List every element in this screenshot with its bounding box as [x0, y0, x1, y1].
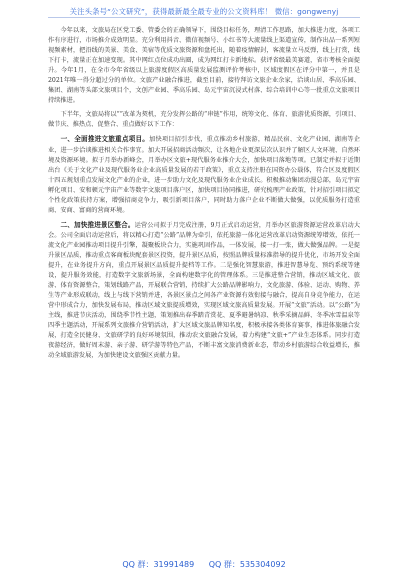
footer-qq-group-1: QQ 群：31991489	[122, 560, 195, 569]
section-heading-scenic: 二、加快推进景区整合。	[60, 220, 135, 229]
section-projects-text: 加快项目招引步伐，重点推动乡村旅游，精品民宿、文化产业园、湖南等企业，进一步洽谈推进相关合作事宜。加大开展招商活动频次，让各地企业更深层次认识并了解区人文环境、自然环境及资源环境。拟于月举办新峰会，月举办区文旅+现代服务业推介大会，加快项目落地等项。已制定并拟于近期出台《关于文化产业及现代服务业企业高质量发展的若干政策》，重点支持注册在国资办公载体，符合区及度假区十四五规划重点发展文化产业的企业，进一步助力文化及现代服务业企业成长。积极推动集团动漫总部，岛元宇宙孵化项目、安和顿元宇宙产业等数字文旅项目落户区，加快项目协同推进，研究梳理产业政策，针对招引项目拟定个性化政策扶持方案，增强招商竞争力，吸引新项目落户，同时助力落户企业不断做大做强，以优质服务打造重商、安商、富商的营商环境。	[48, 136, 360, 214]
section-projects	[48, 134, 360, 215]
paragraph-plan	[48, 110, 360, 130]
footer-qq-group-2: QQ 群：535304092	[208, 560, 286, 569]
header-divider	[48, 17, 360, 18]
section-scenic-text-cont: 开展“文旅”活动。以“公路”为主线，推进节庆活动，围绕季节性主题，策划推出春季踏青赏花、夏季避暑纳凉、秋季采摘品鲜、冬季冰雪温泉等四季主题活动，开展系列文旅推介营销活动，扩大区域文旅品牌知名度，积极承接各类体育赛事，推进体旅融合发展，打造全民健身、文旅研学的良好环境氛围，推动农文旅融合发展，着力构建“文旅+”产业生态体系。同步打造夜游经济，做好周末游、亲子游、研学游等特色产品，不断丰富文旅消费新业态，带动乡村旅游综合收益增长，推动全域旅游发展，为加快建设文旅强区贡献力量。	[48, 302, 360, 360]
paragraph-plan-text: 下半年，文旅局将以“”改革为契机，充分发挥公路的“串链”作用，统筹文化、体育、旅游优质资源，引项目、做节庆、推热点、促整合、重点做好以下工作：	[48, 111, 360, 129]
section-heading-projects: 一、全面推进文旅重点项目。	[60, 135, 150, 144]
section-scenic	[48, 220, 360, 362]
header-banner: 关注头条号“公文研究”，获得最新最全最专业的公文资料库！ 微信：gongwenyj	[69, 7, 339, 16]
footer-contact	[0, 559, 408, 570]
document-body	[48, 26, 360, 362]
paragraph-intro	[48, 26, 360, 106]
paragraph-intro-text: 今年以来，文旅局在区党工委、管委会的正确领导下，围绕目标任务，理清工作思路，加大推进力度，各项工作有序进行，市场推介成效明显。充分利用抖音、微信视频号、小红书等大流量线上渠道宣传，制作出品一系列短视频素材，把沿线的美景、美食、美宿等优质文旅资源和盘托出，随着疫情解封，客流量立马反弹，线上打赏，线下打卡，流量正在加速变现。其中网红点位成功出圈，成为网红打卡新地标。获评省级最美赛道，省市考核全面提升。今年1月，在全市今年省级以上旅游度假区高质量发展监测评价考核中，区域度假区在评分中第一，并且是2021年唯一得分超过分的单位。文旅产业融合推进，截至目前，接待拜访文旅企业余家，洽谈山居、季高乐园、集团、湖南等头部文旅项目个，文创产业园、季高乐园、岛元宇宙沉浸式村落、综合培训中心等一批重点文旅项目持续推进。	[48, 27, 360, 105]
section-scenic-text: 运营公司拟于月完成注册，9月正式启动运营，月举办区旅游资源运营改革启动大会。公司全面启动运营后，将以精心打造“公路”品牌为牵引，依托旅游一体化运营改革启动资源统筹增效，依托一流文化产业园推动项目提升引擎，凝聚板块合力，实施巩固作品，一体发展，接一打一张，做大做强品牌。一是提升景区品质，推动重点客商板块配套景区投资，提升景区品质，按照品牌质量标准指导的提升优化，市场开发全面提升，在业务提升方向，重点开展景区品质提升提档等工作。二是强化智慧旅游，推进智慧导览、预约系统等建设，提升服务效能，打造数字文旅新场景，全面构建数字化的管理体系。三是推进整合营销，推动区域文化、旅游、体育资源整合，策划线路产品，开展联合营销，持续扩大公路品牌影响力，文化旅游、体验、运动、购物、养生等产业形成联动，线上与线下营销并进，各景区景点之间各产业资源有效衔接与融合，提高自身竞争能力，在运营中形成合力，加快发展布局，推动区域文旅提质增效，实现区域文旅高质量发展。	[48, 221, 361, 310]
